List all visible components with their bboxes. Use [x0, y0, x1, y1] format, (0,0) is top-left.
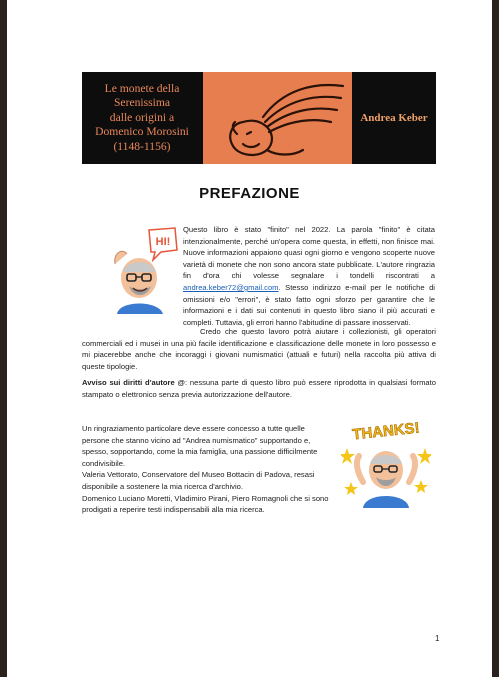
banner-title-line: (1148-1156): [113, 139, 171, 153]
banner-title-line: dalle origini a: [109, 110, 175, 124]
copyright-label: Avviso sui diritti d'autore @: [82, 378, 185, 387]
preface-paragraph-2: Credo che questo lavoro potrà aiutare i collezionisti, gli operatori commerciali ed i musei in una più facile identificazione e classificazione delle monete in loro possesso e mi piacerebbe anche che incoraggi i giovani numismatici (attuali e futuri) nella raccolta più attiva di queste tipologie.: [82, 327, 436, 371]
acknowledgement-line: Un ringraziamento particolare deve essere concesso a tutte quelle persone che stanno vicino ad "Andrea numismatico" supportando e, spesso, sopportando, come la mia famiglia, una passione difficilmente condivisibile.: [82, 424, 318, 468]
winged-lion-panel: [203, 72, 352, 164]
page-title: PREFAZIONE: [199, 185, 300, 202]
banner-title: [82, 72, 202, 164]
copyright-text: : nessuna parte di questo libro può essere riprodotta in qualsiasi formato stampato o elettronico senza previa autorizzazione dell'autore.: [82, 378, 436, 399]
thanks-banner-text: THANKS!: [351, 419, 421, 444]
acknowledgement-line: Valeria Vettorato, Conservatore del Museo Bottacin di Padova, resasi disponibile a sostenere la mia ricerca d'archivio.: [82, 470, 315, 491]
winged-lion-icon: [203, 72, 352, 164]
preface-text-1a: Questo libro è stato "finito" nel 2022. La parola "finito" è citata intenzionalmente, perché un'opera come questa, in effetti, non finisce mai. Nuove informazioni appaiono quasi ogni giorno e vengono scoperte nuove varietà di monete che non sono ancora state pubblicate. L'autore ringrazia fin d'ora chi volesse segnalare i tondelli riscontrati a: [183, 225, 435, 281]
banner-title-line: Serenissima: [113, 96, 171, 110]
cover-banner: [82, 72, 436, 164]
author-email-link[interactable]: andrea.keber72@gmail.com: [183, 282, 279, 292]
hi-bubble-text: HI!: [155, 236, 171, 248]
preface-paragraph-1: [183, 224, 435, 328]
document-page: [7, 0, 492, 677]
banner-title-line: Le monete della: [104, 81, 180, 95]
copyright-notice: [82, 377, 436, 400]
acknowledgements: [82, 423, 334, 516]
banner-title-line: Domenico Morosini: [95, 125, 189, 139]
banner-author: Andrea Keber: [360, 112, 428, 124]
page-number: 1: [435, 634, 440, 643]
preface-text-1b: . Stesso indirizzo e-mail per le notifiche di omissioni e/o "errori", è stato fatto ogni sforzo per garantire che le informazioni e i dati sui contenuti in questo libro siano il più accurati e completi. Tuttavia, gli errori hanno l'abitudine di passare inosservati.: [183, 282, 435, 327]
hi-emoji-icon: [109, 224, 179, 314]
thanks-emoji-icon: [341, 412, 431, 508]
acknowledgement-line: Domenico Luciano Moretti, Vladimiro Pirani, Piero Romagnoli che si sono prodigati a reperire testi indispensabili alla mia ricerca.: [82, 493, 329, 515]
